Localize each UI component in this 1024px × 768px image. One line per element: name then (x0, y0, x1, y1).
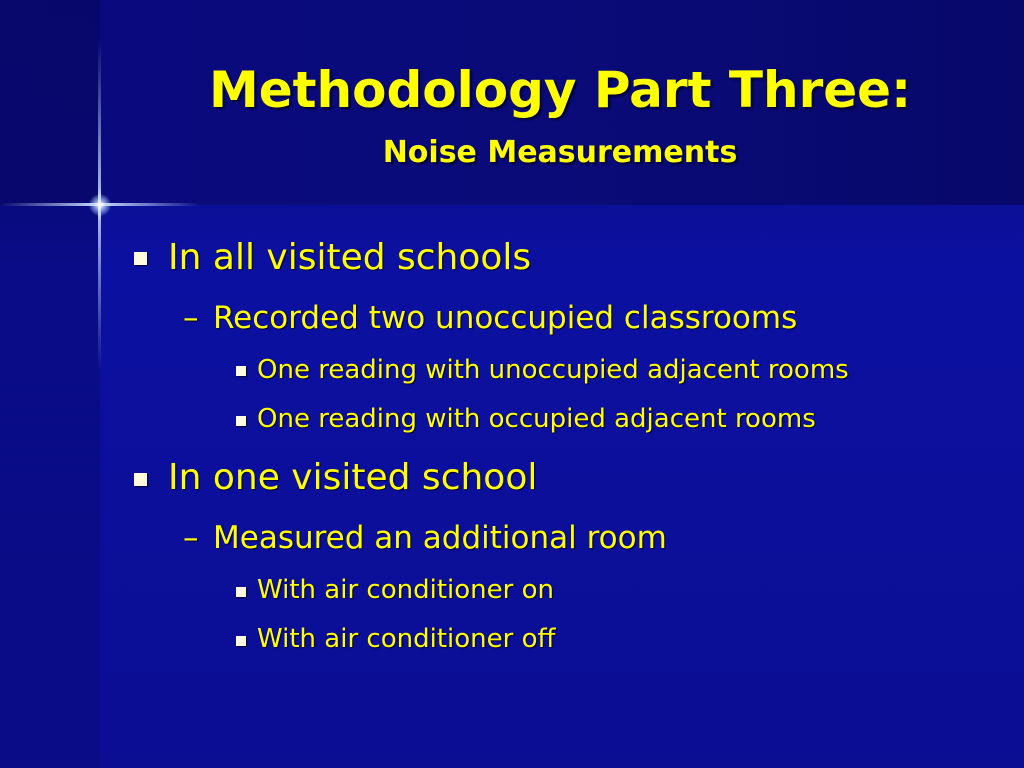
dash-bullet: – (183, 520, 199, 556)
bullet-level3-item: One reading with unoccupied adjacent rooms (257, 355, 849, 385)
square-bullet-icon (236, 636, 246, 646)
bullet-level2-item: Measured an additional room (213, 520, 667, 556)
square-bullet-icon (236, 366, 246, 376)
bullet-level3-item: With air conditioner off (257, 624, 556, 654)
square-bullet-icon (236, 416, 246, 426)
square-bullet-icon (134, 473, 147, 486)
slide-title: Methodology Part Three: (208, 61, 912, 119)
square-bullet-icon (134, 252, 147, 265)
bullet-level2-item: Recorded two unoccupied classrooms (213, 300, 798, 336)
bullet-level1-item: In all visited schools (168, 237, 532, 278)
bullet-level3-item: One reading with occupied adjacent rooms (257, 404, 816, 434)
square-bullet-icon (236, 587, 246, 597)
slide-subtitle: Noise Measurements (382, 135, 738, 170)
dash-bullet: – (183, 300, 199, 336)
bullet-level1-item: In one visited school (168, 457, 538, 498)
bullet-level3-item: With air conditioner on (257, 575, 554, 605)
